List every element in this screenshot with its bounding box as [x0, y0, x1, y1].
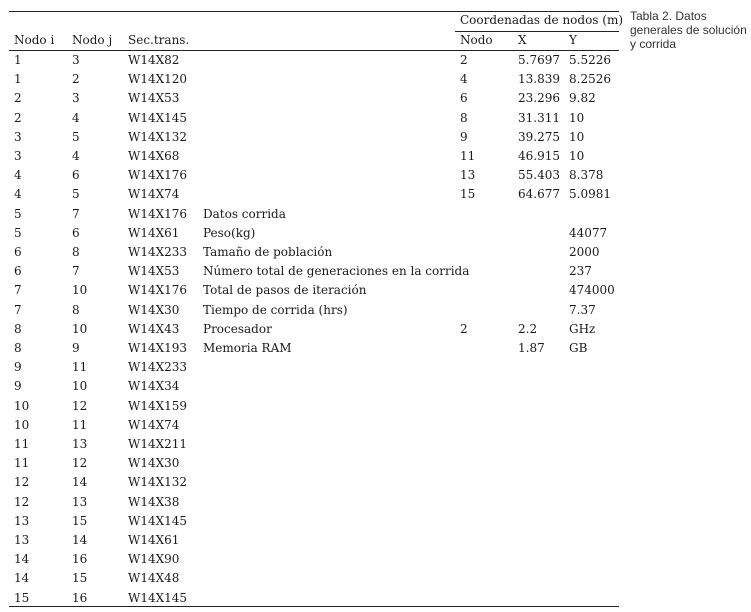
- element-section: W14X176: [128, 168, 188, 182]
- coord-y: 10: [569, 130, 585, 144]
- element-nodo-j: 4: [72, 111, 80, 125]
- element-nodo-i: 8: [14, 322, 22, 336]
- element-section: W14X82: [128, 53, 180, 67]
- coord-x: 46.915: [518, 149, 560, 163]
- element-nodo-j: 6: [72, 226, 80, 240]
- coord-nodo: 4: [460, 72, 468, 86]
- element-section: W14X43: [128, 322, 180, 336]
- element-section: W14X120: [128, 72, 188, 86]
- header-nodo: Nodo: [460, 33, 493, 47]
- element-section: W14X211: [128, 437, 188, 451]
- header-nodo-i: Nodo i: [14, 33, 55, 47]
- element-section: W14X34: [128, 379, 180, 393]
- element-nodo-j: 8: [72, 303, 80, 317]
- element-nodo-i: 2: [14, 91, 22, 105]
- table-caption: Tabla 2. Datos generales de solución y corrida: [630, 9, 747, 51]
- element-nodo-i: 12: [14, 475, 30, 489]
- coord-y: 5.0981: [569, 187, 611, 201]
- element-nodo-i: 13: [14, 533, 30, 547]
- coord-y: 8.2526: [569, 72, 611, 86]
- element-section: W14X176: [128, 207, 188, 221]
- run-label: Total de pasos de iteración: [203, 283, 367, 297]
- element-nodo-j: 9: [72, 341, 80, 355]
- element-section: W14X74: [128, 418, 180, 432]
- run-label: Tamaño de población: [203, 245, 333, 259]
- element-section: W14X30: [128, 303, 180, 317]
- run-col-2: 2.2: [518, 322, 538, 336]
- element-section: W14X193: [128, 341, 188, 355]
- element-nodo-j: 8: [72, 245, 80, 259]
- element-nodo-i: 14: [14, 552, 30, 566]
- run-col-3: GHz: [569, 322, 596, 336]
- element-nodo-i: 4: [14, 168, 22, 182]
- element-section: W14X145: [128, 514, 188, 528]
- element-nodo-i: 7: [14, 303, 22, 317]
- element-nodo-i: 5: [14, 207, 22, 221]
- header-x: X: [518, 33, 527, 47]
- element-nodo-i: 3: [14, 149, 22, 163]
- element-nodo-j: 11: [72, 360, 88, 374]
- coord-x: 5.7697: [518, 53, 560, 67]
- element-nodo-i: 10: [14, 399, 30, 413]
- run-data-title: Datos corrida: [203, 207, 286, 221]
- element-nodo-i: 11: [14, 437, 30, 451]
- element-section: W14X145: [128, 111, 188, 125]
- element-nodo-i: 4: [14, 187, 22, 201]
- element-nodo-j: 12: [72, 456, 88, 470]
- coord-nodo: 15: [460, 187, 476, 201]
- run-col-1: 2: [460, 322, 468, 336]
- coord-nodo: 6: [460, 91, 468, 105]
- coord-x: 55.403: [518, 168, 560, 182]
- coord-x: 23.296: [518, 91, 560, 105]
- element-nodo-i: 1: [14, 72, 22, 86]
- element-nodo-j: 14: [72, 475, 88, 489]
- run-label: Número total de generaciones en la corrida: [203, 264, 470, 278]
- element-nodo-i: 10: [14, 418, 30, 432]
- coord-x: 13.839: [518, 72, 560, 86]
- element-nodo-j: 10: [72, 379, 88, 393]
- element-nodo-j: 16: [72, 591, 88, 605]
- element-section: W14X30: [128, 456, 180, 470]
- element-section: W14X74: [128, 187, 180, 201]
- element-nodo-i: 3: [14, 130, 22, 144]
- coord-x: 31.311: [518, 111, 560, 125]
- element-nodo-j: 5: [72, 130, 80, 144]
- element-nodo-i: 5: [14, 226, 22, 240]
- element-nodo-j: 6: [72, 168, 80, 182]
- element-section: W14X61: [128, 533, 180, 547]
- element-nodo-j: 15: [72, 571, 88, 585]
- run-col-3: GB: [569, 341, 588, 355]
- element-nodo-j: 14: [72, 533, 88, 547]
- element-nodo-i: 8: [14, 341, 22, 355]
- element-nodo-j: 10: [72, 283, 88, 297]
- bottom-rule: [9, 606, 619, 607]
- element-nodo-i: 7: [14, 283, 22, 297]
- element-nodo-i: 2: [14, 111, 22, 125]
- run-col-3: 2000: [569, 245, 600, 259]
- element-nodo-i: 11: [14, 456, 30, 470]
- element-section: W14X233: [128, 245, 188, 259]
- element-nodo-j: 13: [72, 437, 88, 451]
- element-section: W14X176: [128, 283, 188, 297]
- coord-y: 5.5226: [569, 53, 611, 67]
- coords-title: Coordenadas de nodos (m): [460, 13, 624, 27]
- element-nodo-i: 9: [14, 360, 22, 374]
- coord-y: 10: [569, 149, 585, 163]
- coord-x: 64.677: [518, 187, 560, 201]
- element-section: W14X233: [128, 360, 188, 374]
- element-section: W14X145: [128, 591, 188, 605]
- coord-nodo: 11: [460, 149, 476, 163]
- element-nodo-i: 6: [14, 245, 22, 259]
- run-col-3: 7.37: [569, 303, 596, 317]
- element-nodo-i: 14: [14, 571, 30, 585]
- coord-nodo: 8: [460, 111, 468, 125]
- element-section: W14X90: [128, 552, 180, 566]
- coord-x: 39.275: [518, 130, 560, 144]
- element-section: W14X38: [128, 495, 180, 509]
- header-y: Y: [569, 33, 577, 47]
- run-label: Peso(kg): [203, 226, 256, 240]
- element-nodo-i: 15: [14, 591, 30, 605]
- element-nodo-j: 5: [72, 187, 80, 201]
- element-nodo-i: 12: [14, 495, 30, 509]
- element-nodo-j: 15: [72, 514, 88, 528]
- element-section: W14X61: [128, 226, 180, 240]
- coord-y: 9.82: [569, 91, 596, 105]
- element-section: W14X159: [128, 399, 188, 413]
- element-nodo-j: 2: [72, 72, 80, 86]
- element-nodo-j: 7: [72, 207, 80, 221]
- element-nodo-i: 13: [14, 514, 30, 528]
- element-section: W14X132: [128, 475, 188, 489]
- element-nodo-j: 16: [72, 552, 88, 566]
- element-nodo-j: 11: [72, 418, 88, 432]
- element-section: W14X68: [128, 149, 180, 163]
- element-section: W14X48: [128, 571, 180, 585]
- element-section: W14X132: [128, 130, 188, 144]
- element-nodo-j: 4: [72, 149, 80, 163]
- header-sec-trans: Sec.trans.: [128, 33, 190, 47]
- element-nodo-j: 3: [72, 91, 80, 105]
- element-nodo-i: 9: [14, 379, 22, 393]
- coord-nodo: 9: [460, 130, 468, 144]
- element-nodo-j: 13: [72, 495, 88, 509]
- run-label: Procesador: [203, 322, 272, 336]
- coord-y: 10: [569, 111, 585, 125]
- run-col-3: 44077: [569, 226, 608, 240]
- header-nodo-j: Nodo j: [72, 33, 113, 47]
- element-nodo-i: 1: [14, 53, 22, 67]
- element-nodo-j: 3: [72, 53, 80, 67]
- element-section: W14X53: [128, 91, 180, 105]
- element-nodo-j: 12: [72, 399, 88, 413]
- run-col-2: 1.87: [518, 341, 545, 355]
- coord-nodo: 13: [460, 168, 476, 182]
- run-col-3: 237: [569, 264, 592, 278]
- element-section: W14X53: [128, 264, 180, 278]
- coord-nodo: 2: [460, 53, 468, 67]
- element-nodo-i: 6: [14, 264, 22, 278]
- run-label: Memoria RAM: [203, 341, 292, 355]
- coord-y: 8.378: [569, 168, 604, 182]
- element-nodo-j: 10: [72, 322, 88, 336]
- element-nodo-j: 7: [72, 264, 80, 278]
- run-label: Tiempo de corrida (hrs): [203, 303, 348, 317]
- run-col-3: 474000: [569, 283, 615, 297]
